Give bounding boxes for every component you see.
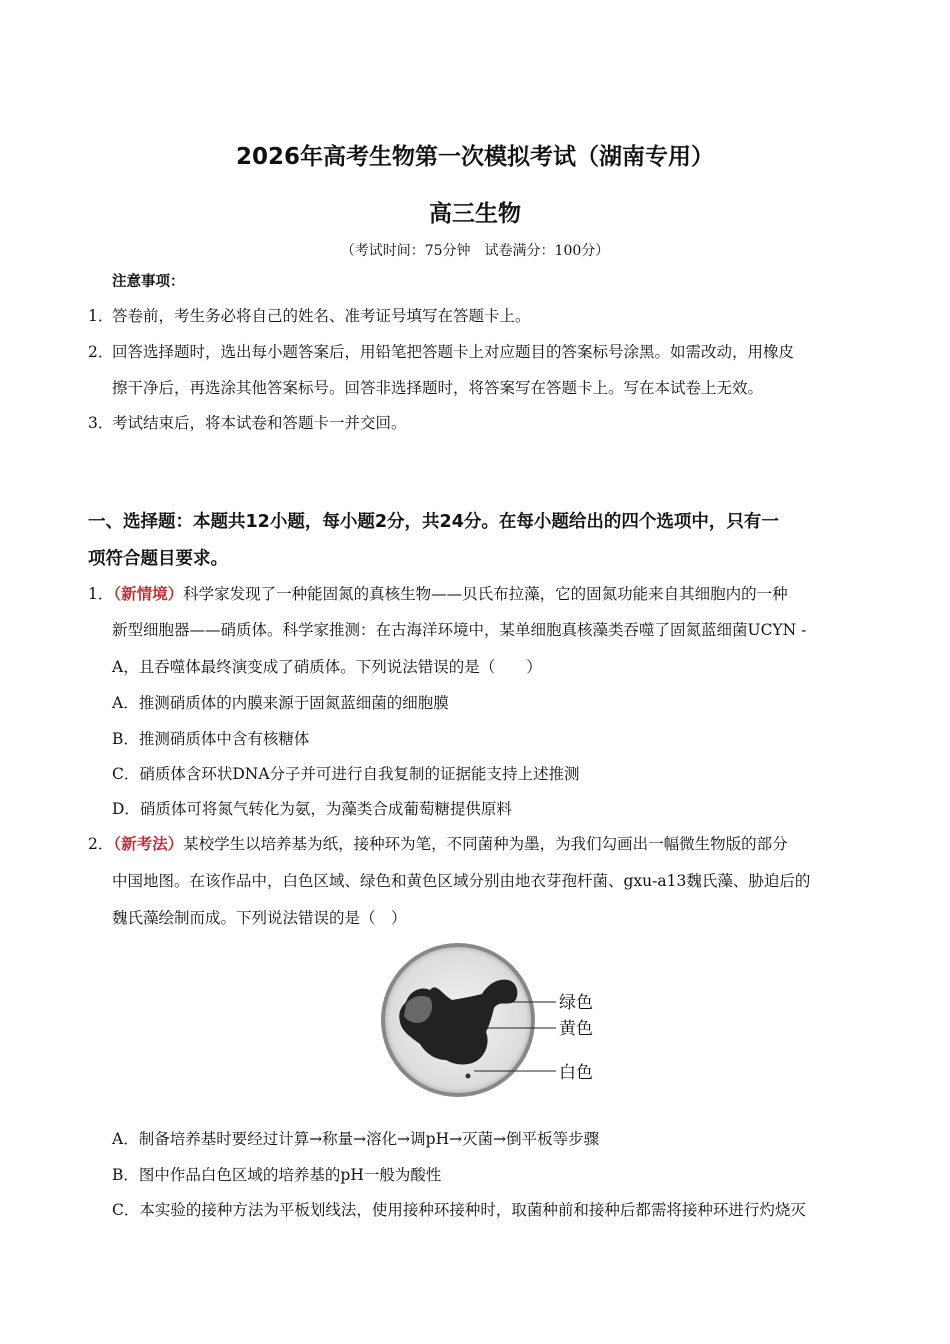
option-b: B．推测硝质体中含有核糖体 [112, 730, 310, 748]
note-text: 考试结束后，将本试卷和答题卡一并交回。 [112, 414, 407, 432]
option-a: A．推测硝质体的内膜来源于固氮蓝细菌的细胞膜 [112, 694, 449, 712]
question-text: 中国地图。在该作品中，白色区域、绿色和黄色区域分别由地衣芽孢杆菌、gxu-a13魏氏藻、胁迫后的 [112, 872, 811, 890]
question-text: 某校学生以培养基为纸，接种环为笔，不同菌种为墨，为我们勾画出一幅微生物版的部分 [183, 835, 788, 853]
question-tag: （新情境） [113, 584, 184, 603]
option-c: C．硝质体含环状DNA分子并可进行自我复制的证据能支持上述推测 [112, 765, 580, 783]
note-number: 3． [88, 414, 114, 432]
question-text: A，且吞噬体最终演变成了硝质体。下列说法错误的是（ ） [112, 658, 542, 676]
question-number: 1． [88, 585, 114, 603]
note-number: 2． [88, 343, 114, 361]
label-green: 绿色 [559, 993, 593, 1013]
option-a: A．制备培养基时要经过计算→称量→溶化→调pH→灭菌→倒平板等步骤 [112, 1130, 600, 1148]
note-text: 答卷前，考生务必将自己的姓名、准考证号填写在答题卡上。 [112, 307, 531, 325]
petri-dish-figure [378, 940, 608, 1100]
option-c: C．本实验的接种方法为平板划线法，使用接种环接种时，取菌种前和接种后都需将接种环进行灼烧灭 [112, 1201, 806, 1219]
label-white: 白色 [559, 1063, 593, 1083]
question-text: 科学家发现了一种能固氮的真核生物——贝氏布拉藻，它的固氮功能来自其细胞内的一种 [183, 585, 788, 603]
section-heading-line2: 项符合题目要求。 [88, 549, 228, 569]
section-heading-line1: 一、选择题：本题共12小题，每小题2分，共24分。在每小题给出的四个选项中，只有一 [88, 512, 779, 532]
label-yellow: 黄色 [559, 1019, 593, 1039]
note-text: 回答选择题时，选出每小题答案后，用铅笔把答题卡上对应题目的答案标号涂黑。如需改动，用橡皮 [112, 343, 795, 361]
question-number: 2． [88, 835, 114, 853]
option-b: B．图中作品白色区域的培养基的pH一般为酸性 [112, 1166, 442, 1184]
question-tag: （新考法） [113, 834, 184, 853]
question-stem [88, 832, 788, 854]
page-title: 2026年高考生物第一次模拟考试（湖南专用） [235, 144, 714, 170]
island-dot [466, 1074, 471, 1079]
notes-heading: 注意事项： [112, 274, 185, 290]
exam-info: （考试时间：75分钟 试卷满分：100分） [340, 243, 610, 259]
note-number: 1． [88, 307, 114, 325]
option-d: D．硝质体可将氮气转化为氨，为藻类合成葡萄糖提供原料 [112, 800, 512, 818]
page-subtitle: 高三生物 [429, 201, 521, 227]
note-text: 擦干净后，再选涂其他答案标号。回答非选择题时，将答案写在答题卡上。写在本试卷上无效。 [112, 379, 764, 397]
question-stem [88, 582, 788, 604]
question-text: 新型细胞器——硝质体。科学家推测：在古海洋环境中，某单细胞真核藻类吞噬了固氮蓝细菌UCYN - [112, 621, 807, 639]
question-text: 魏氏藻绘制而成。下列说法错误的是（ ） [112, 909, 407, 927]
